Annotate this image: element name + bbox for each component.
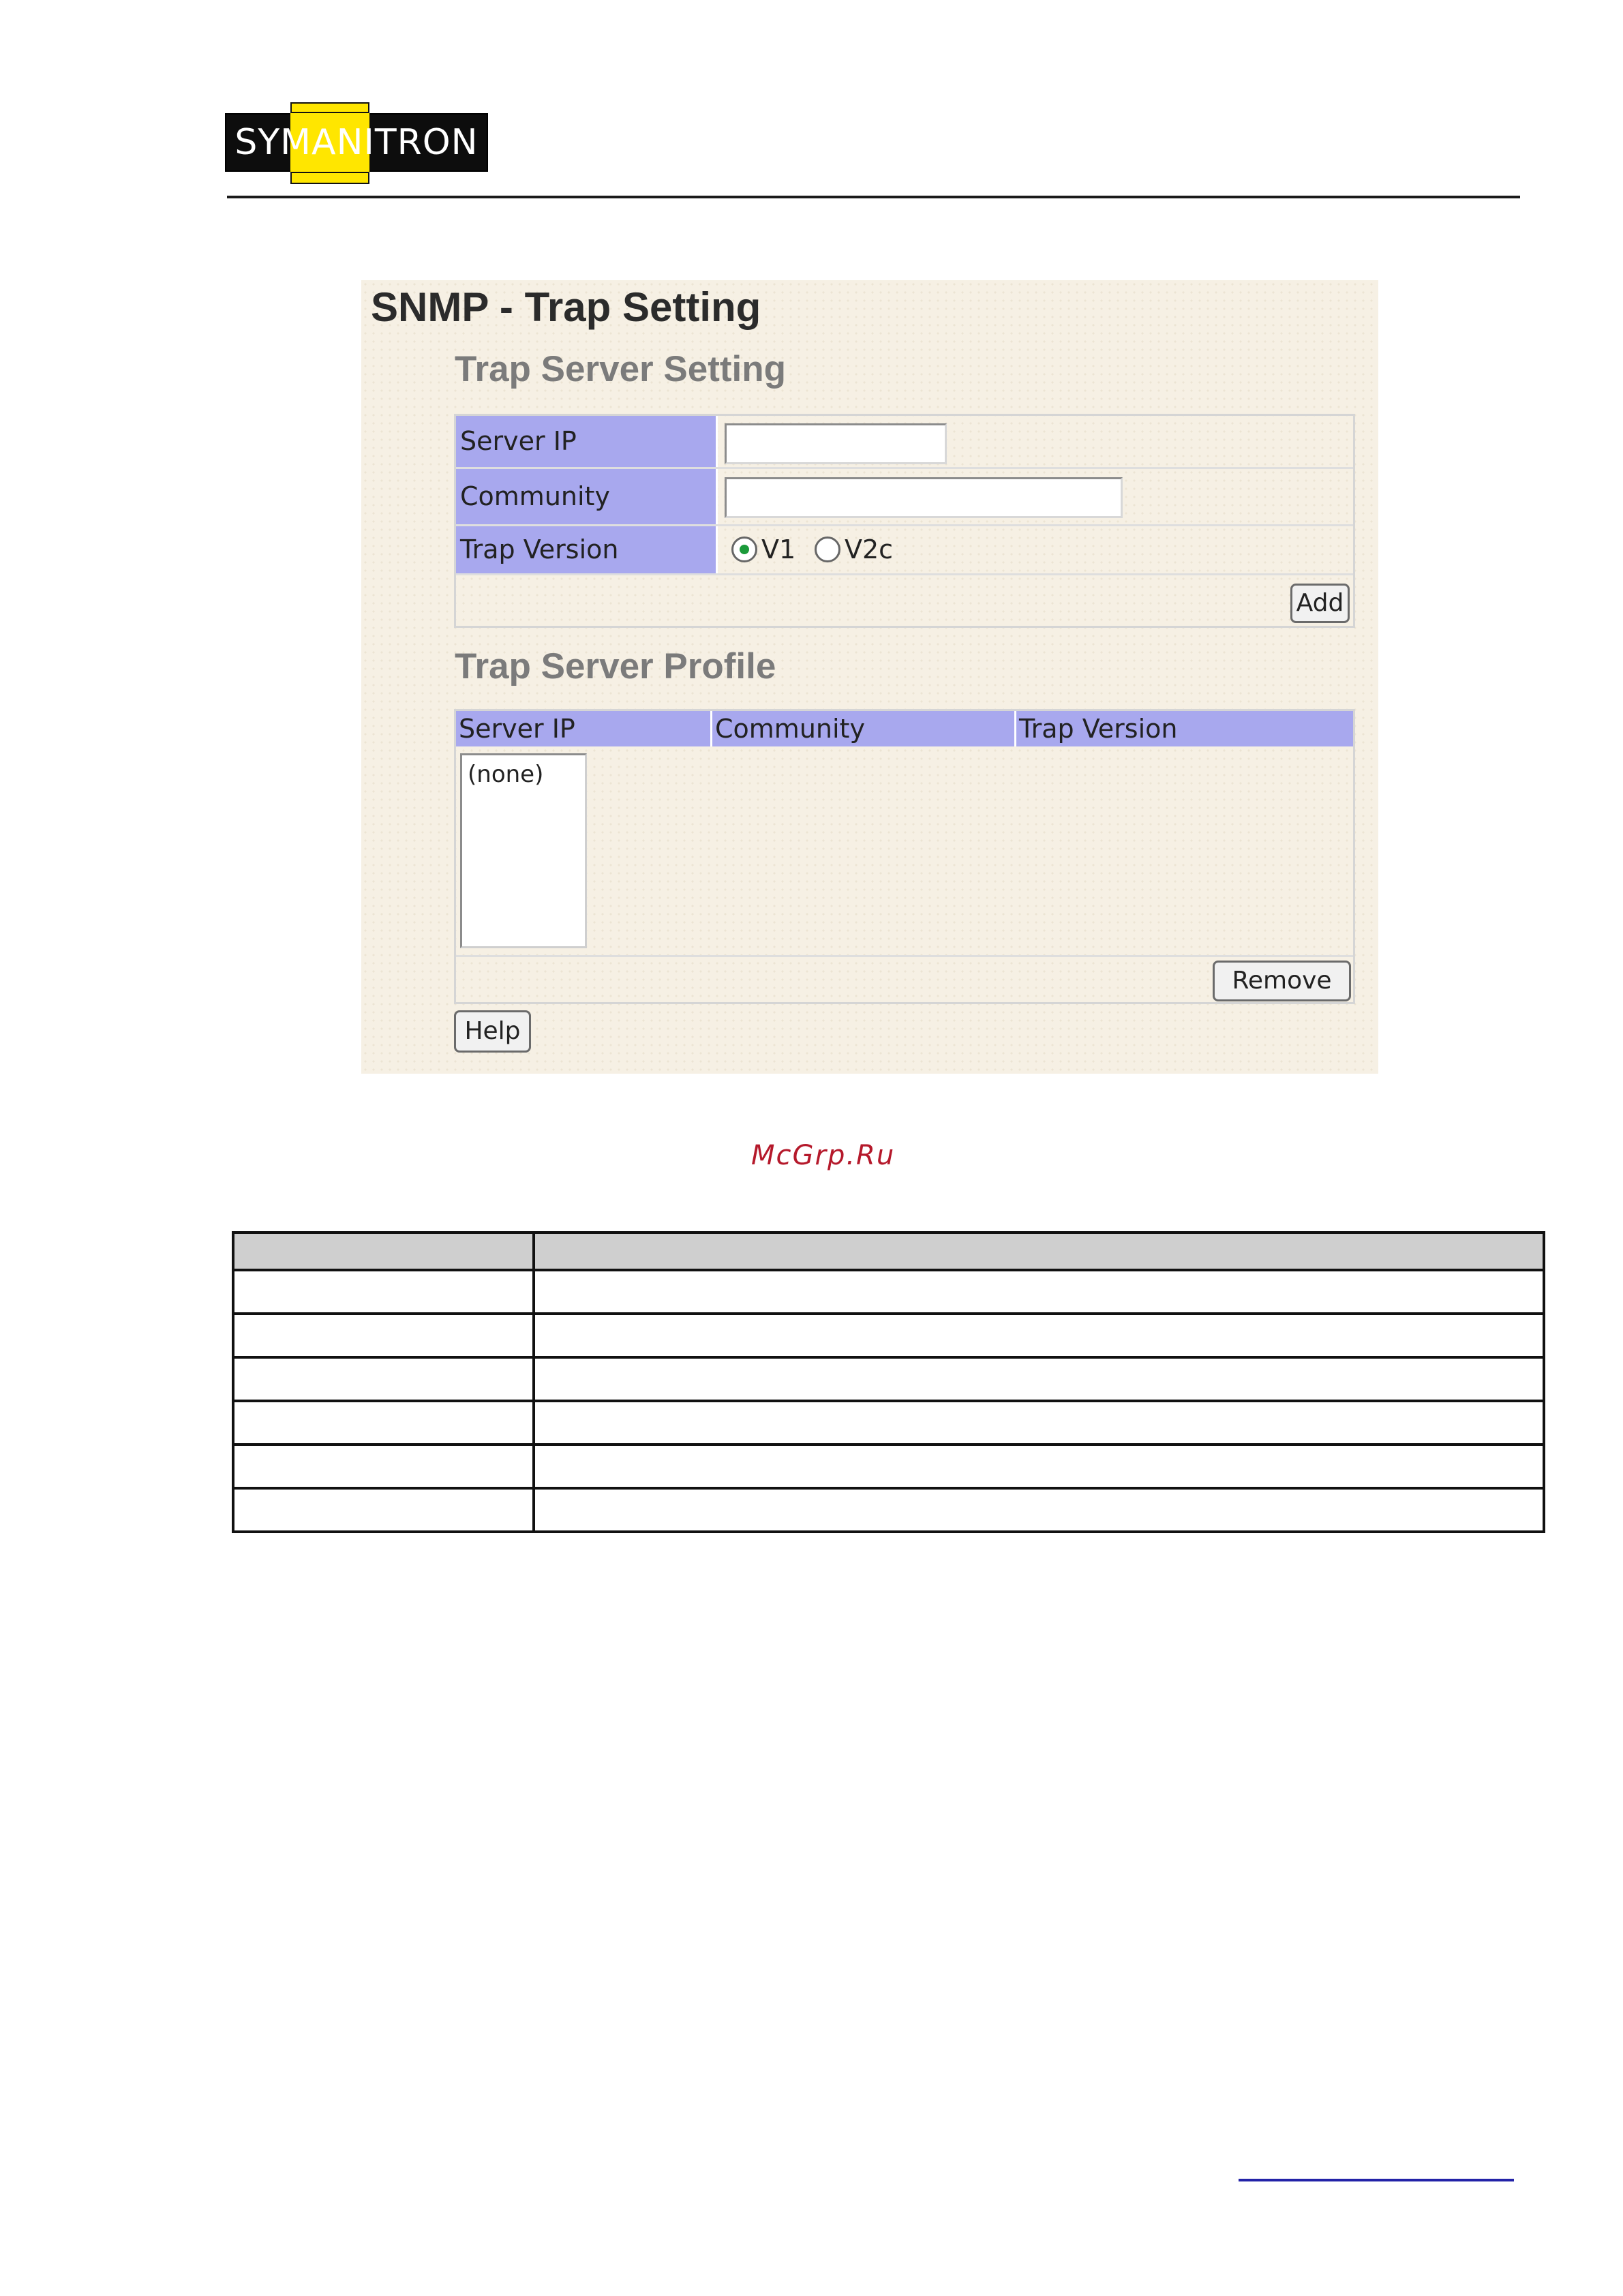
table-cell [233,1445,534,1488]
server-ip-input[interactable] [725,423,947,464]
table-cell [233,1401,534,1445]
trap-version-row [456,526,1353,575]
profile-table-header [456,711,1353,746]
table-row [233,1401,1544,1445]
parameter-description-table [232,1231,1545,1533]
logo-accent-bottom [290,172,369,184]
table-row [233,1357,1544,1401]
table-cell [233,1270,534,1314]
watermark: McGrp.Ru [751,1140,896,1171]
trap-server-profile-table [454,709,1355,1004]
community-input[interactable] [725,477,1123,518]
community-row [456,469,1353,526]
table-cell [233,1488,534,1532]
table-cell [233,1357,534,1401]
column-trap-version: Trap Version [1019,714,1178,744]
table-row [233,1488,1544,1532]
server-ip-label: Server IP [456,416,718,467]
server-ip-row [456,416,1353,469]
logo-accent-top [290,102,369,113]
trap-server-profile-heading: Trap Server Profile [455,646,776,686]
symanitron-logo [225,102,488,184]
remove-button[interactable]: Remove [1213,961,1351,1001]
logo-wordmark: SYMANITRON [234,122,479,163]
add-button[interactable]: Add [1290,584,1350,623]
table-row [233,1270,1544,1314]
help-button[interactable]: Help [454,1010,531,1053]
footer-link-underline[interactable] [1239,2179,1514,2181]
table-cell [534,1314,1544,1357]
trap-server-setting-heading: Trap Server Setting [455,349,787,389]
header-cell [534,1233,1544,1270]
trap-version-v1-label: V1 [761,534,796,564]
table-cell [534,1357,1544,1401]
table-row [233,1314,1544,1357]
column-community: Community [712,711,1016,746]
header-cell [233,1233,534,1270]
trap-version-label: Trap Version [456,526,718,573]
trap-version-v2c-radio[interactable] [815,537,840,562]
page-title: SNMP - Trap Setting [371,284,761,330]
community-label: Community [456,469,718,524]
table-cell [534,1401,1544,1445]
table-cell [534,1488,1544,1532]
trap-version-v1-radio[interactable] [731,537,757,562]
snmp-trap-panel [361,280,1378,1074]
column-server-ip: Server IP [456,711,712,746]
profile-divider [456,955,1353,957]
trap-server-listbox[interactable] [460,753,587,948]
table-cell [233,1314,534,1357]
list-item[interactable]: (none) [468,761,544,788]
trap-server-setting-form [454,414,1355,628]
header-divider [227,196,1520,198]
table-cell [534,1270,1544,1314]
trap-version-v2c-label: V2c [845,534,894,564]
table-header-row [233,1233,1544,1270]
table-row [233,1445,1544,1488]
table-cell [534,1445,1544,1488]
